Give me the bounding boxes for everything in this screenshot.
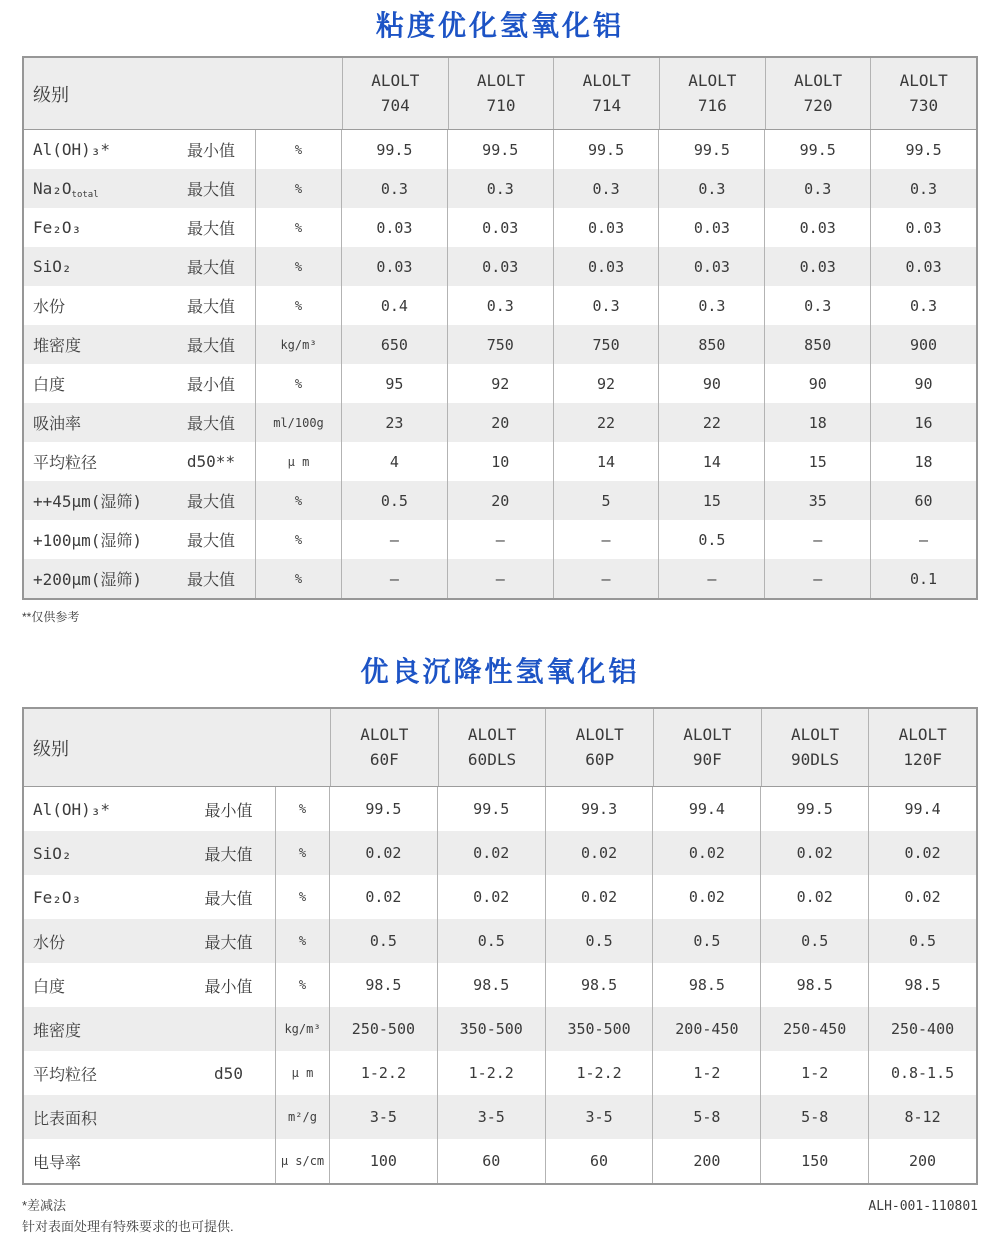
parameter-cell: [24, 364, 167, 403]
parameter-label: 水份: [33, 932, 66, 952]
value-cell: 0.5: [437, 919, 545, 963]
grade-number: 120F: [903, 749, 942, 769]
value-cell: 99.3: [545, 787, 653, 831]
value-cell: 98.5: [652, 963, 760, 1007]
value-cell: 750: [447, 325, 553, 364]
value-cell: 98.5: [760, 963, 868, 1007]
table-row: [24, 403, 976, 442]
grade-number: 714: [592, 95, 622, 115]
table-row: [24, 325, 976, 364]
qualifier-cell: 最小值: [204, 800, 253, 820]
value-cell: 0.02: [545, 831, 653, 875]
parameter-label: 电导率: [33, 1152, 82, 1172]
value-cell: 99.5: [365, 800, 402, 818]
value-cell: 0.02: [365, 844, 402, 862]
value-cell: 0.03: [658, 247, 764, 286]
value-cell: 0.03: [764, 247, 870, 286]
qualifier-cell: 最大值: [186, 492, 235, 511]
value-cell: 99.5: [760, 787, 868, 831]
unit-cell: μ m: [275, 1051, 330, 1095]
unit-cell: %: [255, 481, 342, 520]
value-cell: 99.5: [658, 130, 764, 169]
value-cell: 99.4: [868, 787, 976, 831]
value-cell: 0.03: [376, 218, 413, 237]
value-cell: 35: [764, 481, 870, 520]
value-cell: 200: [868, 1139, 976, 1183]
value-cell: 0.03: [447, 247, 553, 286]
parameter-label: +100μm(湿筛): [33, 531, 143, 550]
table-row: [24, 520, 976, 559]
value-cell: 0.02: [545, 875, 653, 919]
value-cell: 20: [447, 403, 553, 442]
brand-name: ALOLT: [899, 70, 948, 90]
brand-name: ALOLT: [575, 724, 624, 744]
table-row: [24, 208, 976, 247]
parameter-subscript: total: [71, 190, 99, 200]
table-row: [24, 559, 976, 598]
unit-cell: μ s/cm: [275, 1139, 330, 1183]
grade-number: 720: [803, 95, 833, 115]
parameter-cell: [24, 442, 167, 481]
grade-number: 90DLS: [790, 749, 840, 769]
value-cell: 0.8-1.5: [868, 1051, 976, 1095]
value-cell: 0.5: [868, 919, 976, 963]
qualifier-cell: 最大值: [204, 932, 253, 952]
value-cell: 18: [870, 442, 976, 481]
value-cell: 0.02: [437, 875, 545, 919]
parameter-cell: [24, 1095, 182, 1139]
unit-cell: %: [255, 247, 342, 286]
page-footer: [22, 1195, 978, 1235]
footer-note-method: *差减法: [22, 1198, 67, 1213]
table-row: [24, 442, 976, 481]
grade-number: 60P: [585, 749, 615, 769]
parameter-label: 水份: [33, 297, 66, 316]
qualifier-cell: d50**: [186, 452, 236, 471]
grade-column-header: [545, 709, 653, 786]
grade-header-label: 级别: [33, 738, 69, 759]
value-cell: 0.03: [870, 208, 976, 247]
value-cell: 0.3: [764, 169, 870, 208]
brand-name: ALOLT: [688, 70, 737, 90]
table-row: [24, 1095, 976, 1139]
value-cell: 22: [553, 403, 659, 442]
parameter-label: SiO₂: [33, 843, 72, 863]
value-cell: 18: [764, 403, 870, 442]
grade-number: 716: [697, 95, 727, 115]
value-cell: 350-500: [437, 1007, 545, 1051]
table-header-row: [24, 709, 976, 787]
qualifier-cell: 最小值: [204, 976, 253, 996]
value-cell: 0.3: [380, 179, 408, 198]
value-cell: 0.5: [658, 520, 764, 559]
qualifier-cell: 最小值: [186, 141, 235, 160]
table-row: [24, 875, 976, 919]
parameter-cell: [24, 1139, 182, 1183]
brand-name: ALOLT: [898, 724, 947, 744]
value-cell: 0.5: [760, 919, 868, 963]
parameter-cell: [24, 208, 167, 247]
parameter-cell: [24, 403, 167, 442]
qualifier-cell: 最小值: [186, 375, 235, 394]
grade-column-header: [330, 709, 438, 786]
parameter-cell: [24, 481, 167, 520]
value-cell: 60: [437, 1139, 545, 1183]
unit-cell: %: [255, 130, 342, 169]
value-cell: 0.02: [760, 831, 868, 875]
value-cell: 1-2.2: [545, 1051, 653, 1095]
table-row: [24, 1139, 976, 1183]
parameter-label: Al(OH)₃*: [33, 140, 111, 159]
value-cell: 0.5: [545, 919, 653, 963]
parameter-cell: [24, 787, 182, 831]
qualifier-cell: 最大值: [186, 297, 235, 316]
value-cell: 750: [553, 325, 659, 364]
value-cell: 850: [658, 325, 764, 364]
qualifier-cell: 最大值: [186, 531, 235, 550]
brand-name: ALOLT: [371, 70, 420, 90]
value-cell: 0.3: [764, 286, 870, 325]
footer-note-surface: 针对表面处理有特殊要求的也可提供.: [22, 1219, 234, 1234]
brand-name: ALOLT: [360, 724, 409, 744]
value-cell: –: [553, 520, 659, 559]
value-cell: 0.5: [380, 491, 408, 510]
grade-column-header: [448, 58, 554, 129]
value-cell: 1-2.2: [360, 1064, 406, 1082]
grade-header-label: 级别: [33, 84, 69, 105]
value-cell: 8-12: [868, 1095, 976, 1139]
brand-name: ALOLT: [790, 724, 840, 744]
value-cell: 350-500: [545, 1007, 653, 1051]
unit-cell: %: [255, 520, 342, 559]
grade-column-header: [868, 709, 976, 786]
parameter-cell: [24, 919, 182, 963]
qualifier-cell: 最大值: [186, 336, 235, 355]
value-cell: 23: [385, 413, 404, 432]
value-cell: 0.3: [553, 169, 659, 208]
qualifier-cell: 最大值: [204, 844, 253, 864]
value-cell: 98.5: [545, 963, 653, 1007]
value-cell: 5-8: [760, 1095, 868, 1139]
table-row: [24, 247, 976, 286]
brand-name: ALOLT: [476, 70, 526, 90]
parameter-cell: [24, 130, 167, 169]
value-cell: 0.3: [870, 286, 976, 325]
qualifier-cell: [182, 1007, 275, 1051]
qualifier-cell: 最大值: [186, 258, 235, 277]
unit-cell: %: [275, 919, 330, 963]
qualifier-cell: 最大值: [204, 888, 253, 908]
value-cell: 150: [760, 1139, 868, 1183]
parameter-cell: [24, 875, 182, 919]
value-cell: 100: [369, 1152, 397, 1170]
grade-column-header: [659, 58, 765, 129]
parameter-cell: [24, 520, 167, 559]
parameter-label: 比表面积: [33, 1108, 98, 1128]
parameter-label: Fe₂O₃: [33, 887, 82, 907]
parameter-label: Fe₂O₃: [33, 218, 82, 237]
unit-cell: %: [275, 875, 330, 919]
unit-cell: %: [275, 963, 330, 1007]
grade-number: 60F: [369, 749, 399, 769]
table-row: [24, 481, 976, 520]
value-cell: 60: [545, 1139, 653, 1183]
grade-column-header: [761, 709, 869, 786]
value-cell: 0.3: [870, 169, 976, 208]
table-row: [24, 1051, 976, 1095]
value-cell: 98.5: [437, 963, 545, 1007]
value-cell: 15: [658, 481, 764, 520]
value-cell: 22: [658, 403, 764, 442]
qualifier-cell: 最大值: [186, 570, 235, 589]
value-cell: 0.02: [760, 875, 868, 919]
parameter-label: 吸油率: [33, 414, 82, 433]
parameter-label: Al(OH)₃*: [33, 799, 111, 819]
qualifier-cell: d50: [214, 1063, 243, 1083]
table1-footnote: **仅供参考: [22, 610, 80, 624]
grade-column-header: [870, 58, 976, 129]
value-cell: 0.03: [764, 208, 870, 247]
value-cell: 99.5: [447, 130, 553, 169]
value-cell: 0.3: [447, 286, 553, 325]
table-header-row: [24, 58, 976, 130]
unit-cell: %: [255, 286, 342, 325]
value-cell: 14: [658, 442, 764, 481]
unit-cell: ml/100g: [255, 403, 342, 442]
parameter-cell: [24, 831, 182, 875]
value-cell: 0.03: [376, 257, 413, 276]
value-cell: –: [447, 520, 553, 559]
value-cell: 3-5: [545, 1095, 653, 1139]
unit-cell: %: [255, 169, 342, 208]
value-cell: 0.5: [369, 932, 397, 950]
table-row: [24, 831, 976, 875]
grade-column-header: [653, 709, 761, 786]
parameter-label: 堆密度: [33, 1020, 82, 1040]
value-cell: 60: [870, 481, 976, 520]
qualifier-cell: 最大值: [186, 414, 235, 433]
value-cell: 0.1: [870, 559, 976, 598]
table-row: [24, 130, 976, 169]
qualifier-cell: [182, 1095, 275, 1139]
parameter-label: 平均粒径: [33, 1064, 98, 1084]
value-cell: 4: [389, 452, 399, 471]
unit-cell: kg/m³: [275, 1007, 330, 1051]
value-cell: –: [447, 559, 553, 598]
unit-cell: %: [275, 787, 330, 831]
table2-title: 优良沉降性氢氧化铝: [360, 656, 640, 687]
value-cell: 200: [652, 1139, 760, 1183]
parameter-label: 堆密度: [33, 336, 82, 355]
unit-cell: %: [255, 208, 342, 247]
value-cell: 3-5: [369, 1108, 397, 1126]
unit-cell: m²/g: [275, 1095, 330, 1139]
parameter-label: 白度: [33, 976, 66, 996]
table1-title: 粘度优化氢氧化铝: [375, 10, 624, 41]
value-cell: 250-400: [868, 1007, 976, 1051]
parameter-cell: [24, 1007, 182, 1051]
parameter-cell: [24, 559, 167, 598]
value-cell: 98.5: [365, 976, 402, 994]
value-cell: 0.03: [447, 208, 553, 247]
value-cell: 0.02: [868, 875, 976, 919]
value-cell: 0.5: [652, 919, 760, 963]
value-cell: 16: [870, 403, 976, 442]
value-cell: –: [764, 559, 870, 598]
unit-cell: %: [275, 831, 330, 875]
unit-cell: μ m: [255, 442, 342, 481]
value-cell: 92: [553, 364, 659, 403]
table-row: [24, 364, 976, 403]
document-code: ALH-001-110801: [868, 1199, 978, 1214]
parameter-cell: [24, 963, 182, 1007]
value-cell: 20: [447, 481, 553, 520]
value-cell: 90: [764, 364, 870, 403]
value-cell: 5: [553, 481, 659, 520]
value-cell: 0.02: [868, 831, 976, 875]
parameter-label: +200μm(湿筛): [33, 570, 143, 589]
table-row: [24, 169, 976, 208]
value-cell: 0.02: [365, 888, 402, 906]
table-row: [24, 787, 976, 831]
value-cell: 99.5: [764, 130, 870, 169]
unit-cell: kg/m³: [255, 325, 342, 364]
grade-column-header: [342, 58, 448, 129]
value-cell: 99.4: [652, 787, 760, 831]
parameter-label: 平均粒径: [33, 453, 98, 472]
unit-cell: %: [255, 364, 342, 403]
value-cell: 99.5: [553, 130, 659, 169]
parameter-label: 白度: [33, 375, 66, 394]
value-cell: 650: [380, 335, 408, 354]
value-cell: 1-2: [652, 1051, 760, 1095]
value-cell: –: [389, 530, 399, 549]
value-cell: 200-450: [652, 1007, 760, 1051]
value-cell: 900: [870, 325, 976, 364]
value-cell: 99.5: [870, 130, 976, 169]
value-cell: 0.3: [447, 169, 553, 208]
value-cell: 0.03: [553, 247, 659, 286]
qualifier-cell: 最大值: [186, 219, 235, 238]
table-row: [24, 919, 976, 963]
value-cell: 1-2: [760, 1051, 868, 1095]
grade-number: 710: [486, 95, 516, 115]
parameter-cell: [24, 247, 167, 286]
parameter-cell: [24, 169, 167, 208]
brand-name: ALOLT: [793, 70, 843, 90]
qualifier-cell: 最大值: [186, 180, 235, 199]
value-cell: –: [553, 559, 659, 598]
value-cell: 0.3: [658, 286, 764, 325]
parameter-label: Na₂O: [33, 179, 72, 198]
value-cell: –: [764, 520, 870, 559]
value-cell: 10: [447, 442, 553, 481]
value-cell: 0.3: [658, 169, 764, 208]
grade-number: 60DLS: [467, 749, 517, 769]
parameter-label: SiO₂: [33, 257, 72, 276]
grade-column-header: [438, 709, 546, 786]
value-cell: –: [658, 559, 764, 598]
qualifier-cell: [182, 1139, 275, 1183]
grade-column-header: [765, 58, 871, 129]
value-cell: 1-2.2: [437, 1051, 545, 1095]
value-cell: 98.5: [868, 963, 976, 1007]
value-cell: 0.02: [437, 831, 545, 875]
value-cell: 95: [385, 374, 404, 393]
value-cell: 0.03: [658, 208, 764, 247]
value-cell: 250-500: [351, 1020, 416, 1038]
value-cell: 0.03: [870, 247, 976, 286]
value-cell: 15: [764, 442, 870, 481]
value-cell: 99.5: [376, 140, 413, 159]
value-cell: 850: [764, 325, 870, 364]
value-cell: –: [389, 569, 399, 588]
value-cell: 0.3: [553, 286, 659, 325]
value-cell: –: [870, 520, 976, 559]
settling-table: [22, 707, 978, 1185]
grade-number: 90F: [692, 749, 722, 769]
grade-column-header: [553, 58, 659, 129]
viscosity-table: [22, 56, 978, 600]
brand-name: ALOLT: [683, 724, 732, 744]
table-row: [24, 286, 976, 325]
parameter-cell: [24, 1051, 182, 1095]
value-cell: 0.4: [380, 296, 408, 315]
value-cell: 0.03: [553, 208, 659, 247]
value-cell: 3-5: [437, 1095, 545, 1139]
brand-name: ALOLT: [582, 70, 631, 90]
parameter-cell: [24, 286, 167, 325]
value-cell: 99.5: [437, 787, 545, 831]
value-cell: 92: [447, 364, 553, 403]
value-cell: 250-450: [760, 1007, 868, 1051]
value-cell: 0.02: [652, 875, 760, 919]
value-cell: 14: [553, 442, 659, 481]
value-cell: 90: [658, 364, 764, 403]
grade-number: 704: [380, 95, 410, 115]
parameter-cell: [24, 325, 167, 364]
value-cell: 0.02: [652, 831, 760, 875]
table-row: [24, 1007, 976, 1051]
unit-cell: %: [255, 559, 342, 598]
brand-name: ALOLT: [467, 724, 517, 744]
table-row: [24, 963, 976, 1007]
value-cell: 5-8: [652, 1095, 760, 1139]
value-cell: 90: [870, 364, 976, 403]
grade-number: 730: [909, 95, 939, 115]
parameter-label: ++45μm(湿筛): [33, 492, 143, 511]
